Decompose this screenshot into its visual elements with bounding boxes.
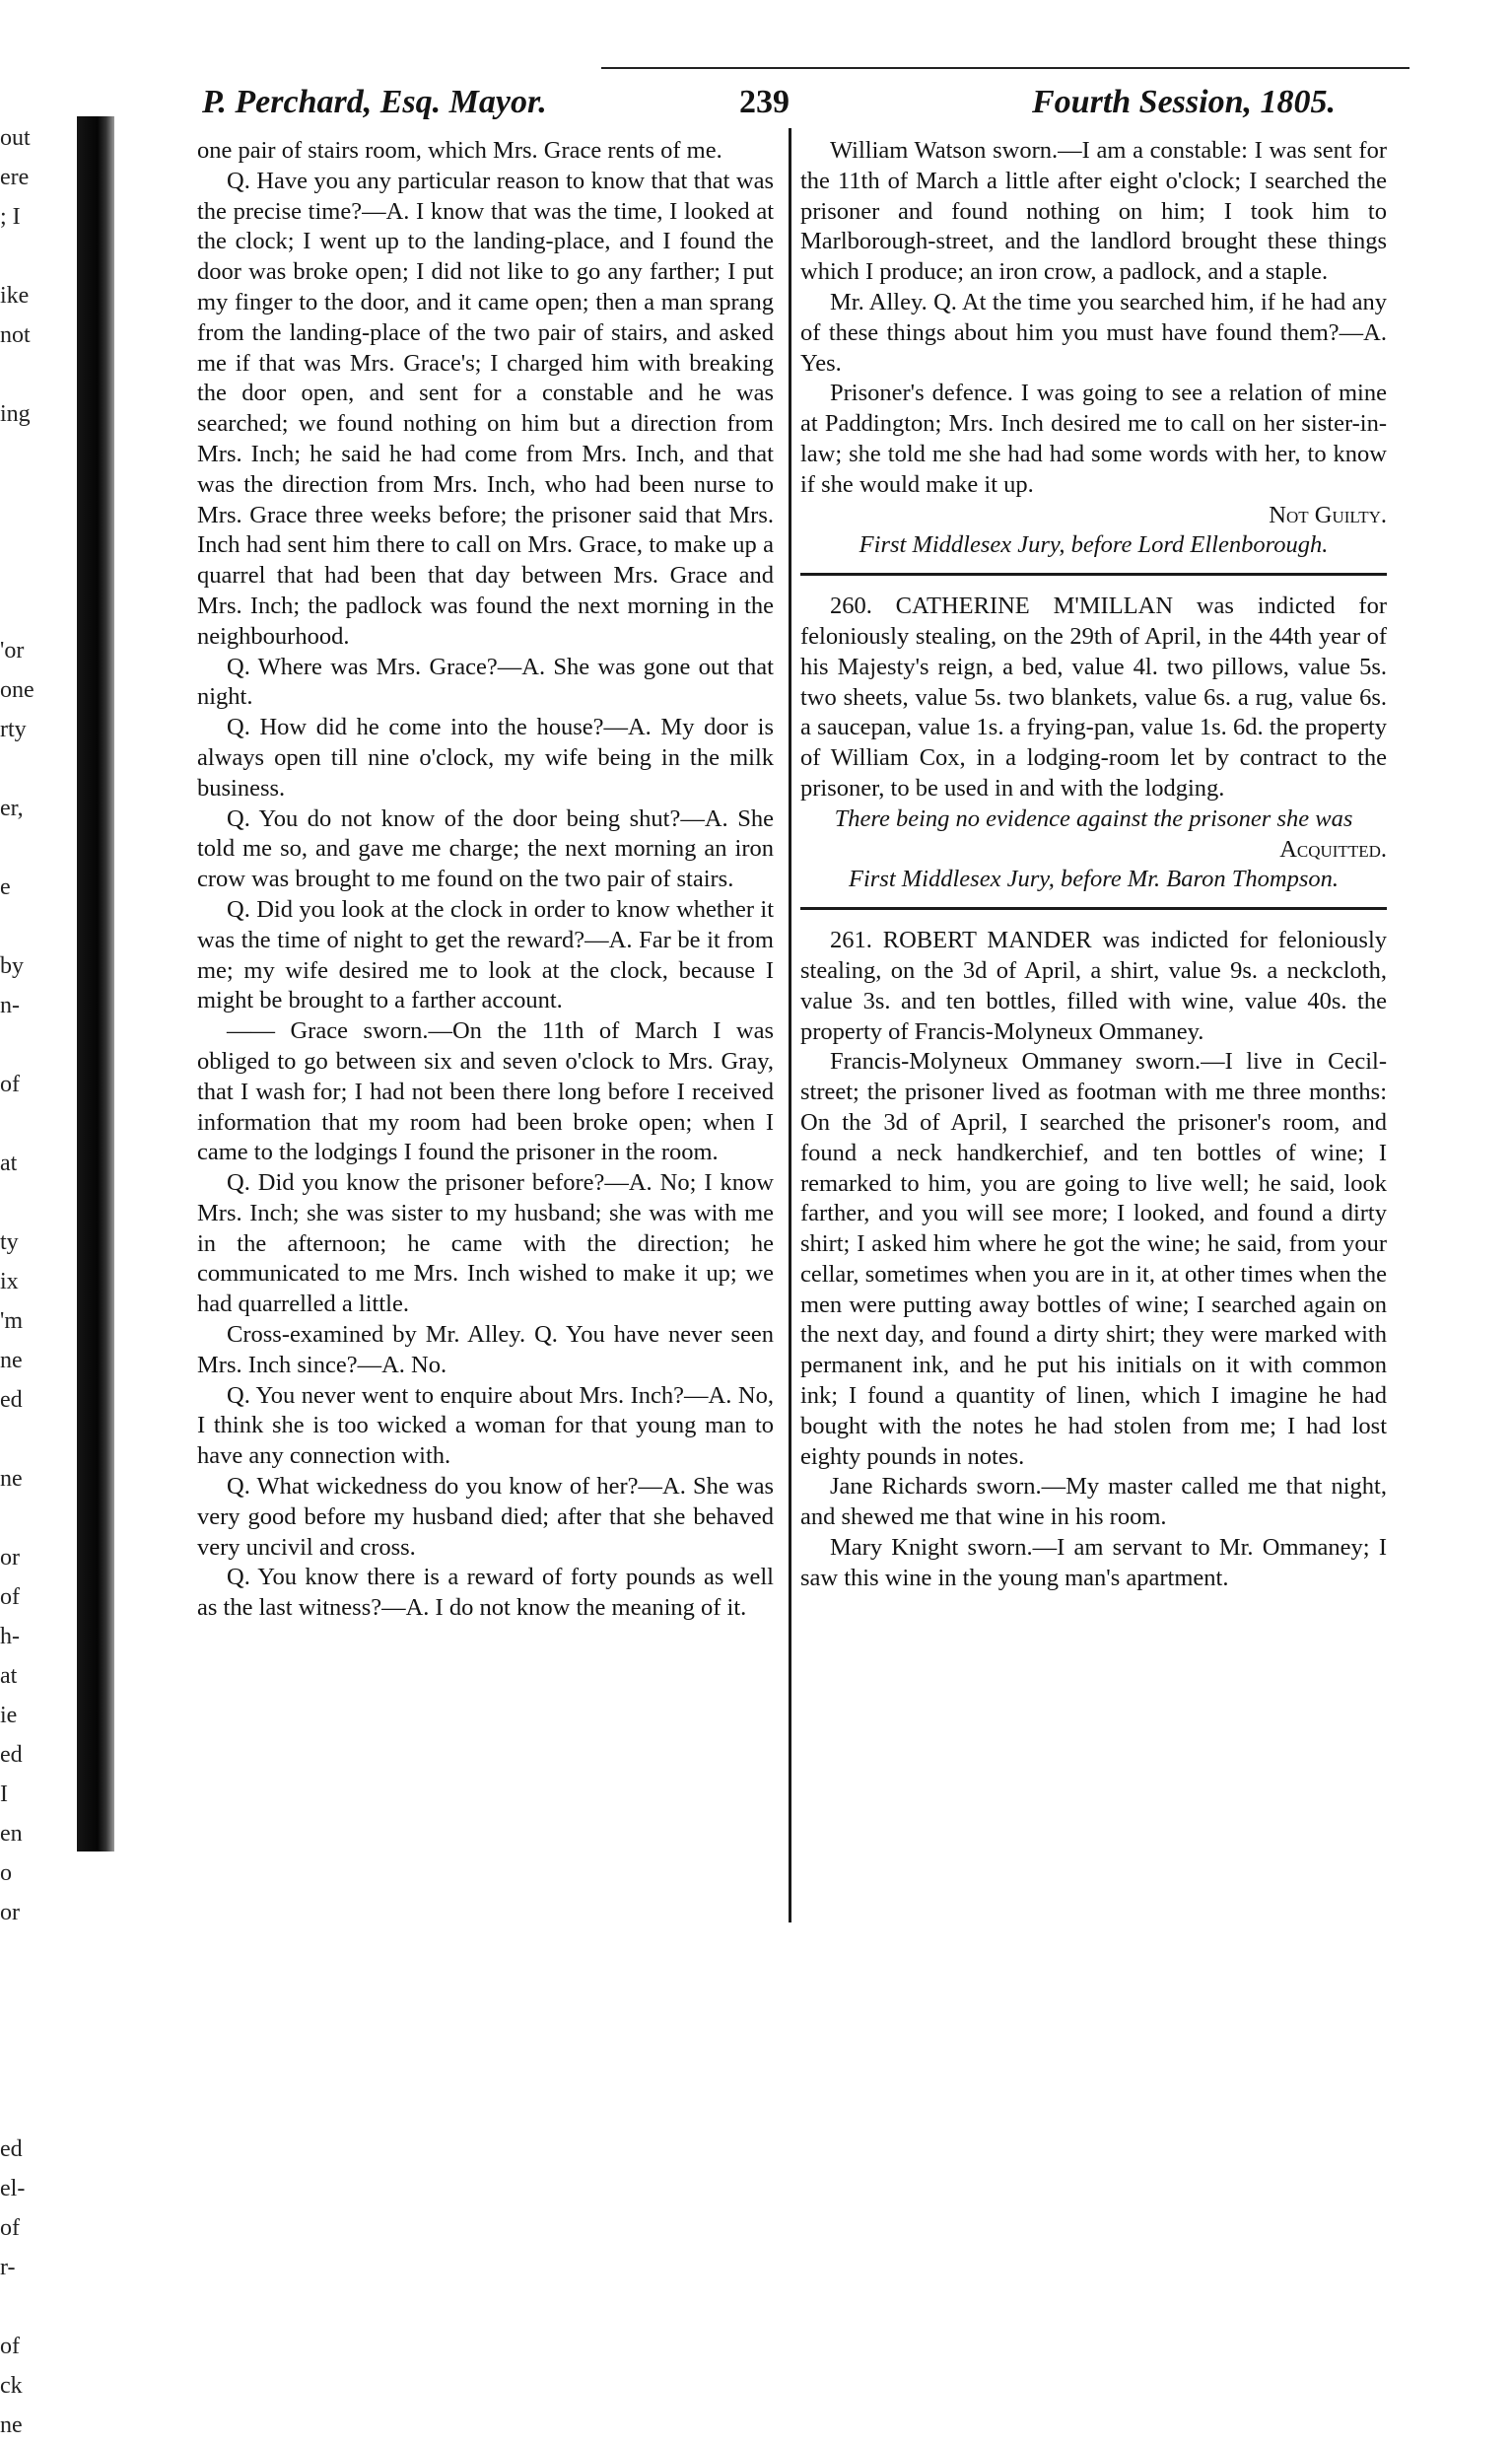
bleed-fragment: by: [0, 953, 24, 979]
left-paragraph: Q. Where was Mrs. Grace?—A. She was gone out that night.: [197, 653, 774, 711]
bleed-fragment: [0, 1499, 77, 1538]
bleed-fragment: ie: [0, 1703, 18, 1728]
bleed-fragment: o: [0, 1860, 12, 1886]
section-rule: [800, 907, 1387, 910]
bleed-fragment: [0, 2051, 77, 2090]
bleed-fragment: [0, 2287, 77, 2327]
bleed-fragment: [0, 1104, 77, 1144]
bleed-fragment: rty: [0, 717, 27, 742]
case-261: 261. ROBERT MANDER was indicted for feloniously stealing, on the 3d of April, a shirt, value 9s. a neckcloth, value 3s. and ten bottles, filled with wine, value 40s. the property of Francis-Molyneux Ommaney.: [800, 927, 1387, 1045]
bleed-fragment: of: [0, 2334, 20, 2359]
left-paragraph: Q. You do not know of the door being shut?—A. She told me so, and gave me charge; the next morning an iron crow was brought to me found on the two pair of stairs.: [197, 804, 774, 893]
verdict-acquitted: Acquitted.: [1279, 835, 1387, 863]
top-rule: [601, 67, 1409, 69]
ommaney-testimony: Francis-Molyneux Ommaney sworn.—I live in Cecil-street; the prisoner lived as footman with me three months: On the 3d of April, I searched the prisoner's room, and found a neck handkerchief, and ten bottles of wine; I remarked to him, you are going to live well; he said, look farther, and you will see more; I looked, and found a dirty shirt; I asked him where he got the wine; he said, from your cellar, sometimes when you are in it, at other times when the men were putting away bottles of wine; I searched again on the next day, and found a dirty shirt; they were marked with permanent ink, and he put his initials on it with common ink; I found a quantity of linen, which I imagine he had bought with the notes he had stolen from me; I had lost eighty pounds in notes.: [800, 1048, 1387, 1470]
bleed-fragment: [0, 473, 77, 513]
bleed-fragment: [0, 2090, 77, 2130]
page-number: 239: [739, 84, 790, 120]
bleed-fragment: [0, 1183, 77, 1222]
bleed-fragment: of: [0, 1584, 20, 1610]
bleed-fragment: ty: [0, 1229, 19, 1255]
bleed-fragment: ne: [0, 1348, 23, 1373]
bleed-fragment: el-: [0, 2176, 26, 2201]
bleed-fragment: n-: [0, 993, 20, 1018]
left-paragraph: Q. How did he come into the house?—A. My door is always open till nine o'clock, my wife being in the milk business.: [197, 714, 774, 802]
bleed-fragment: e: [0, 874, 11, 900]
left-paragraph: Q. You never went to enquire about Mrs. Inch?—A. No, I think she is too wicked a woman for that young man to have any connection with.: [197, 1381, 774, 1470]
watson-testimony: William Watson sworn.—I am a constable: I was sent for the 11th of March a little after eight o'clock; I searched the prisoner and found nothing on him; I took him to Marlborough-street, and the landlord brought these things which I produce; an iron crow, a padlock, and a staple.: [800, 137, 1387, 286]
bleed-fragment: of: [0, 1072, 20, 1097]
column-divider: [789, 128, 791, 1922]
bleed-fragment: 'or: [0, 638, 25, 664]
left-paragraph: Q. What wickedness do you know of her?—A. She was very good before my husband died; after that she behaved very uncivil and cross.: [197, 1473, 774, 1561]
richards-testimony: Jane Richards sworn.—My master called me that night, and shewed me that wine in his room.: [800, 1473, 1387, 1531]
left-paragraph: Q. Did you look at the clock in order to know whether it was the time of night to get the reward?—A. Far be it from me; my wife desired me to look at the clock, because I might be brought to a farther account.: [197, 895, 774, 1014]
binding-shadow: [77, 116, 114, 1851]
bleed-fragment: [0, 1932, 77, 1972]
bleed-fragment: one: [0, 677, 34, 703]
bleed-fragment: not: [0, 322, 31, 348]
left-paragraph: Q. Have you any particular reason to know that that was the precise time?—A. I know that was the time, I looked at the clock; I went up to the landing-place, and I found the door was broke open; I did not like to go any farther; I put my finger to the door, and it came open; then a man sprang from the landing-place of the two pair of stairs, and asked me if that was Mrs. Grace's; I charged him with breaking the door open, and sent for a constable and he was searched; we found nothing on him but a direction from Mrs. Inch; he said he had come from Mrs. Inch, and that was the direction from Mrs. Inch, who had been nurse to Mrs. Grace three weeks before; the prisoner said that Mrs. Inch had sent him there to call on Mrs. Grace, to make up a quarrel that had been that day between Mrs. Grace and Mrs. Inch; the padlock was found the next morning in the neighbourhood.: [197, 167, 774, 650]
jury-note-1: First Middlesex Jury, before Lord Ellenborough.: [859, 531, 1329, 559]
verdict-not-guilty: Not Guilty.: [1269, 501, 1387, 528]
knight-testimony: Mary Knight sworn.—I am servant to Mr. Ommaney; I saw this wine in the young man's apartment.: [800, 1534, 1387, 1591]
bleed-fragment: ed: [0, 1742, 23, 1768]
bleed-fragment: ck: [0, 2373, 23, 2399]
bleed-fragment: at: [0, 1663, 18, 1689]
left-paragraph: Cross-examined by Mr. Alley. Q. You have never seen Mrs. Inch since?—A. No.: [197, 1321, 774, 1378]
header-left: P. Perchard, Esq. Mayor.: [202, 84, 547, 120]
bleed-fragment: [0, 749, 77, 789]
bleed-fragment: ix: [0, 1269, 19, 1294]
bleed-fragment: [0, 592, 77, 631]
bleed-fragment: ere: [0, 165, 30, 190]
bleed-fragment: or: [0, 1545, 20, 1571]
bleed-fragment: I: [0, 1781, 8, 1807]
left-paragraph: —— Grace sworn.—On the 11th of March I was obliged to go between six and seven o'clock to Mrs. Gray, that I wash for; I had not been there long before I received information that my room had been broke open; when I came to the lodgings I found the prisoner in the room.: [197, 1017, 774, 1166]
bleed-fragment: of: [0, 2215, 20, 2241]
header-right: Fourth Session, 1805.: [1032, 84, 1336, 120]
bleed-fragment: [0, 552, 77, 592]
bleed-fragment: [0, 2011, 77, 2051]
no-evidence-note: There being no evidence against the prisoner she was: [834, 804, 1353, 832]
bleed-fragment: 'm: [0, 1308, 23, 1334]
prisoner-defence: Prisoner's defence. I was going to see a relation of mine at Paddington; Mrs. Inch desired me to call on her sister-in-law; she told me she had had some words with her, to know if she would make it up.: [800, 380, 1387, 498]
bleed-fragment: er,: [0, 796, 24, 821]
bleed-fragment: ne: [0, 2412, 23, 2438]
bleed-fragment: [0, 513, 77, 552]
section-rule: [800, 573, 1387, 576]
bleed-fragment: [0, 237, 77, 276]
bleed-fragment: [0, 1972, 77, 2011]
bleed-fragment: [0, 828, 77, 868]
bleed-fragment: ; I: [0, 204, 21, 230]
bleed-fragment: [0, 1025, 77, 1065]
right-column: [800, 136, 1387, 1594]
bleed-fragment: [0, 907, 77, 946]
bleed-fragment: r-: [0, 2255, 16, 2280]
running-header: [202, 84, 1336, 133]
left-paragraph: one pair of stairs room, which Mrs. Grace rents of me.: [197, 137, 722, 164]
bleed-fragment: ike: [0, 283, 30, 309]
bleed-through-margin: [0, 118, 77, 2438]
left-paragraph: Q. Did you know the prisoner before?—A. No; I know Mrs. Inch; she was sister to my husband; she was with me in the afternoon; he came with the direction; he communicated to me Mrs. Inch wished to make it up; we had quarrelled a little.: [197, 1169, 774, 1318]
left-paragraph: Q. You know there is a reward of forty pounds as well as the last witness?—A. I do not know the meaning of it.: [197, 1564, 774, 1622]
bleed-fragment: or: [0, 1900, 20, 1925]
alley-question: Mr. Alley. Q. At the time you searched him, if he had any of these things about him you must have found them?—A. Yes.: [800, 288, 1387, 377]
bleed-fragment: ed: [0, 2136, 23, 2162]
left-column: [197, 136, 774, 1624]
bleed-fragment: en: [0, 1821, 23, 1847]
jury-note-2: First Middlesex Jury, before Mr. Baron Thompson.: [849, 866, 1339, 893]
bleed-fragment: ed: [0, 1387, 23, 1413]
bleed-fragment: ne: [0, 1466, 23, 1492]
bleed-fragment: h-: [0, 1624, 20, 1649]
bleed-fragment: ing: [0, 401, 31, 427]
bleed-fragment: [0, 355, 77, 394]
bleed-fragment: out: [0, 125, 31, 151]
case-260: 260. CATHERINE M'MILLAN was indicted for feloniously stealing, on the 29th of April, in the 44th year of his Majesty's reign, a bed, value 4l. two pillows, value 5s. two sheets, value 5s. two blankets, value 6s. a rug, value 6s. a saucepan, value 1s. a frying-pan, value 1s. 6d. the property of William Cox, in a lodging-room let by contract to the prisoner, to be used in and with the lodging.: [800, 593, 1387, 802]
bleed-fragment: [0, 434, 77, 473]
bleed-fragment: at: [0, 1151, 18, 1176]
bleed-fragment: [0, 1420, 77, 1459]
